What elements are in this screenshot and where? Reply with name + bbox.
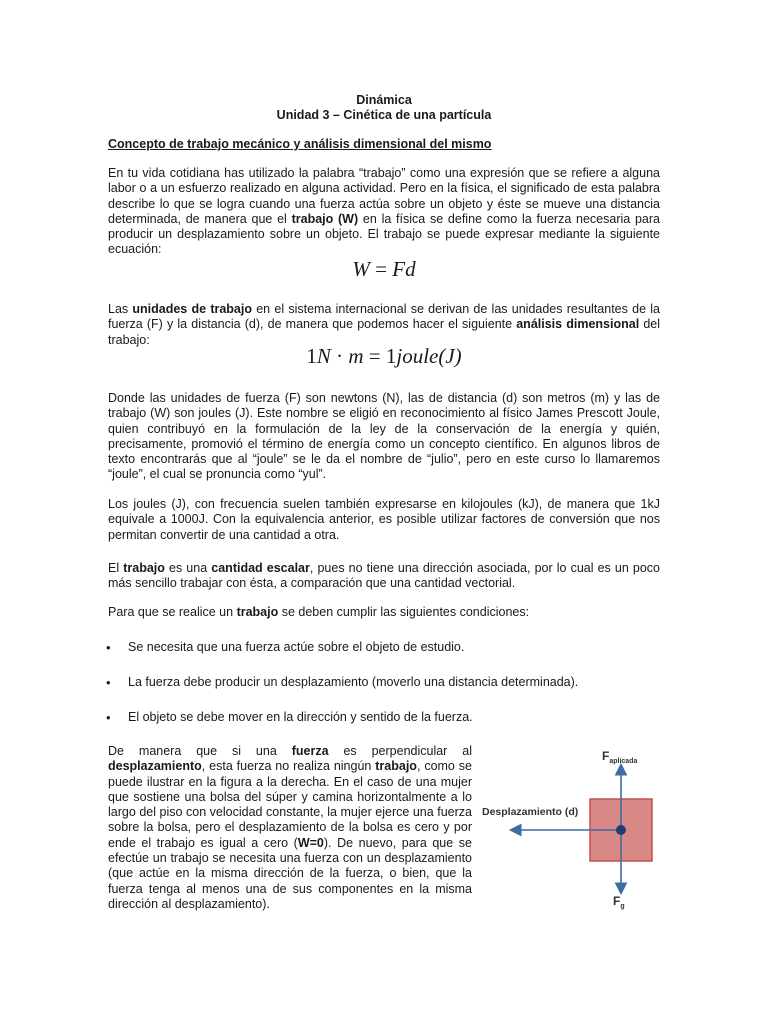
displacement-label: Desplazamiento (d) xyxy=(482,806,579,818)
work-equation: W = Fd xyxy=(352,257,416,281)
list-item: • El objeto se debe mover en la dirección y sentido de la fuerza. xyxy=(106,710,473,725)
applied-force-label: $F_{aplicada}$ xyxy=(602,749,638,765)
doc-title: Dinámica xyxy=(356,93,412,107)
list-item: • La fuerza debe producir un desplazamiento (moverlo una distancia determinada). xyxy=(106,675,579,690)
center-dot xyxy=(616,825,626,835)
perpendicular-paragraph: De manera que si una fuerza es perpendicular al desplazamiento, esta fuerza no realiza ningún trabajo, como se puede ilustrar en la figura a la derecha. En el caso de una mujer que sostiene una bolsa del súper y camina horizontalmente a lo largo del piso con velocidad constante, la mujer ejerce una fuerza sobre la bolsa, pero el desplazamiento de la bolsa es cero y por ende el trabajo es igual a cero (W=0). De nuevo, para que se efectúe un trabajo se necesita una fuerza con un desplazamiento (que actúe en la misma dirección de la fuerza, o bien, que la fuerza tenga al menos una de sus componentes en la misma dirección al desplazamiento). xyxy=(108,744,472,911)
bullet-icon: • xyxy=(106,710,111,725)
section-heading: Concepto de trabajo mecánico y análisis dimensional del mismo xyxy=(108,137,492,151)
bullet-icon: • xyxy=(106,640,111,655)
scalar-paragraph: El trabajo es una cantidad escalar, pues no tiene una dirección asociada, por lo cual es un poco más sencillo trabajar con ésta, a comparación que una cantidad vectorial. xyxy=(108,561,661,591)
units-explanation-paragraph: Donde las unidades de fuerza (F) son newtons (N), las de distancia (d) son metros (m) y las de trabajo (W) son joules (J). Este nombre se eligió en reconocimiento al físico James Prescott Joule, quien contribuyó en la formulación de la ley de la conservación de la energía y quién, precisamente, promovió el término de energía como un concepto científico. En algunos libros de texto encontrarás que al “joule” se le da el nombre de “julio”, pero en este curso lo llamaremos “joule”, el cual se pronuncia como “yul”. xyxy=(108,391,660,482)
bullet-icon: • xyxy=(106,675,111,690)
force-diagram xyxy=(478,742,678,912)
gravity-force-label: $F_g$ xyxy=(613,894,625,910)
conditions-intro: Para que se realice un trabajo se deben cumplir las siguientes condiciones: xyxy=(108,605,530,619)
units-paragraph: Las unidades de trabajo en el sistema internacional se derivan de las unidades resultantes de la fuerza (F) y la distancia (d), de manera que podemos hacer el siguiente análisis dimensional del trabajo: xyxy=(108,302,660,347)
dimensional-equation: 1N · m = 1joule(J) xyxy=(306,344,462,368)
list-item: • Se necesita que una fuerza actúe sobre el objeto de estudio. xyxy=(106,640,465,655)
kilojoules-paragraph: Los joules (J), con frecuencia suelen también expresarse en kilojoules (kJ), de manera que 1kJ equivale a 1000J. Con la equivalencia anterior, es posible utilizar factores de conversión que nos permitan convertir de una cantidad a otra. xyxy=(108,497,660,542)
doc-subtitle: Unidad 3 – Cinética de una partícula xyxy=(276,108,492,122)
intro-paragraph: En tu vida cotidiana has utilizado la palabra “trabajo” como una expresión que se refiere a alguna labor o a un esfuerzo realizado en alguna actividad. Pero en la física, el significado de esta palabra describe lo que se logra cuando una fuerza actúa sobre un objeto y éste se mueve una distancia determinada, de manera que el trabajo (W) en la física se define como la fuerza necesaria para producir un desplazamiento sobre un objeto. El trabajo se puede expresar mediante la siguiente ecuación: xyxy=(108,166,660,257)
